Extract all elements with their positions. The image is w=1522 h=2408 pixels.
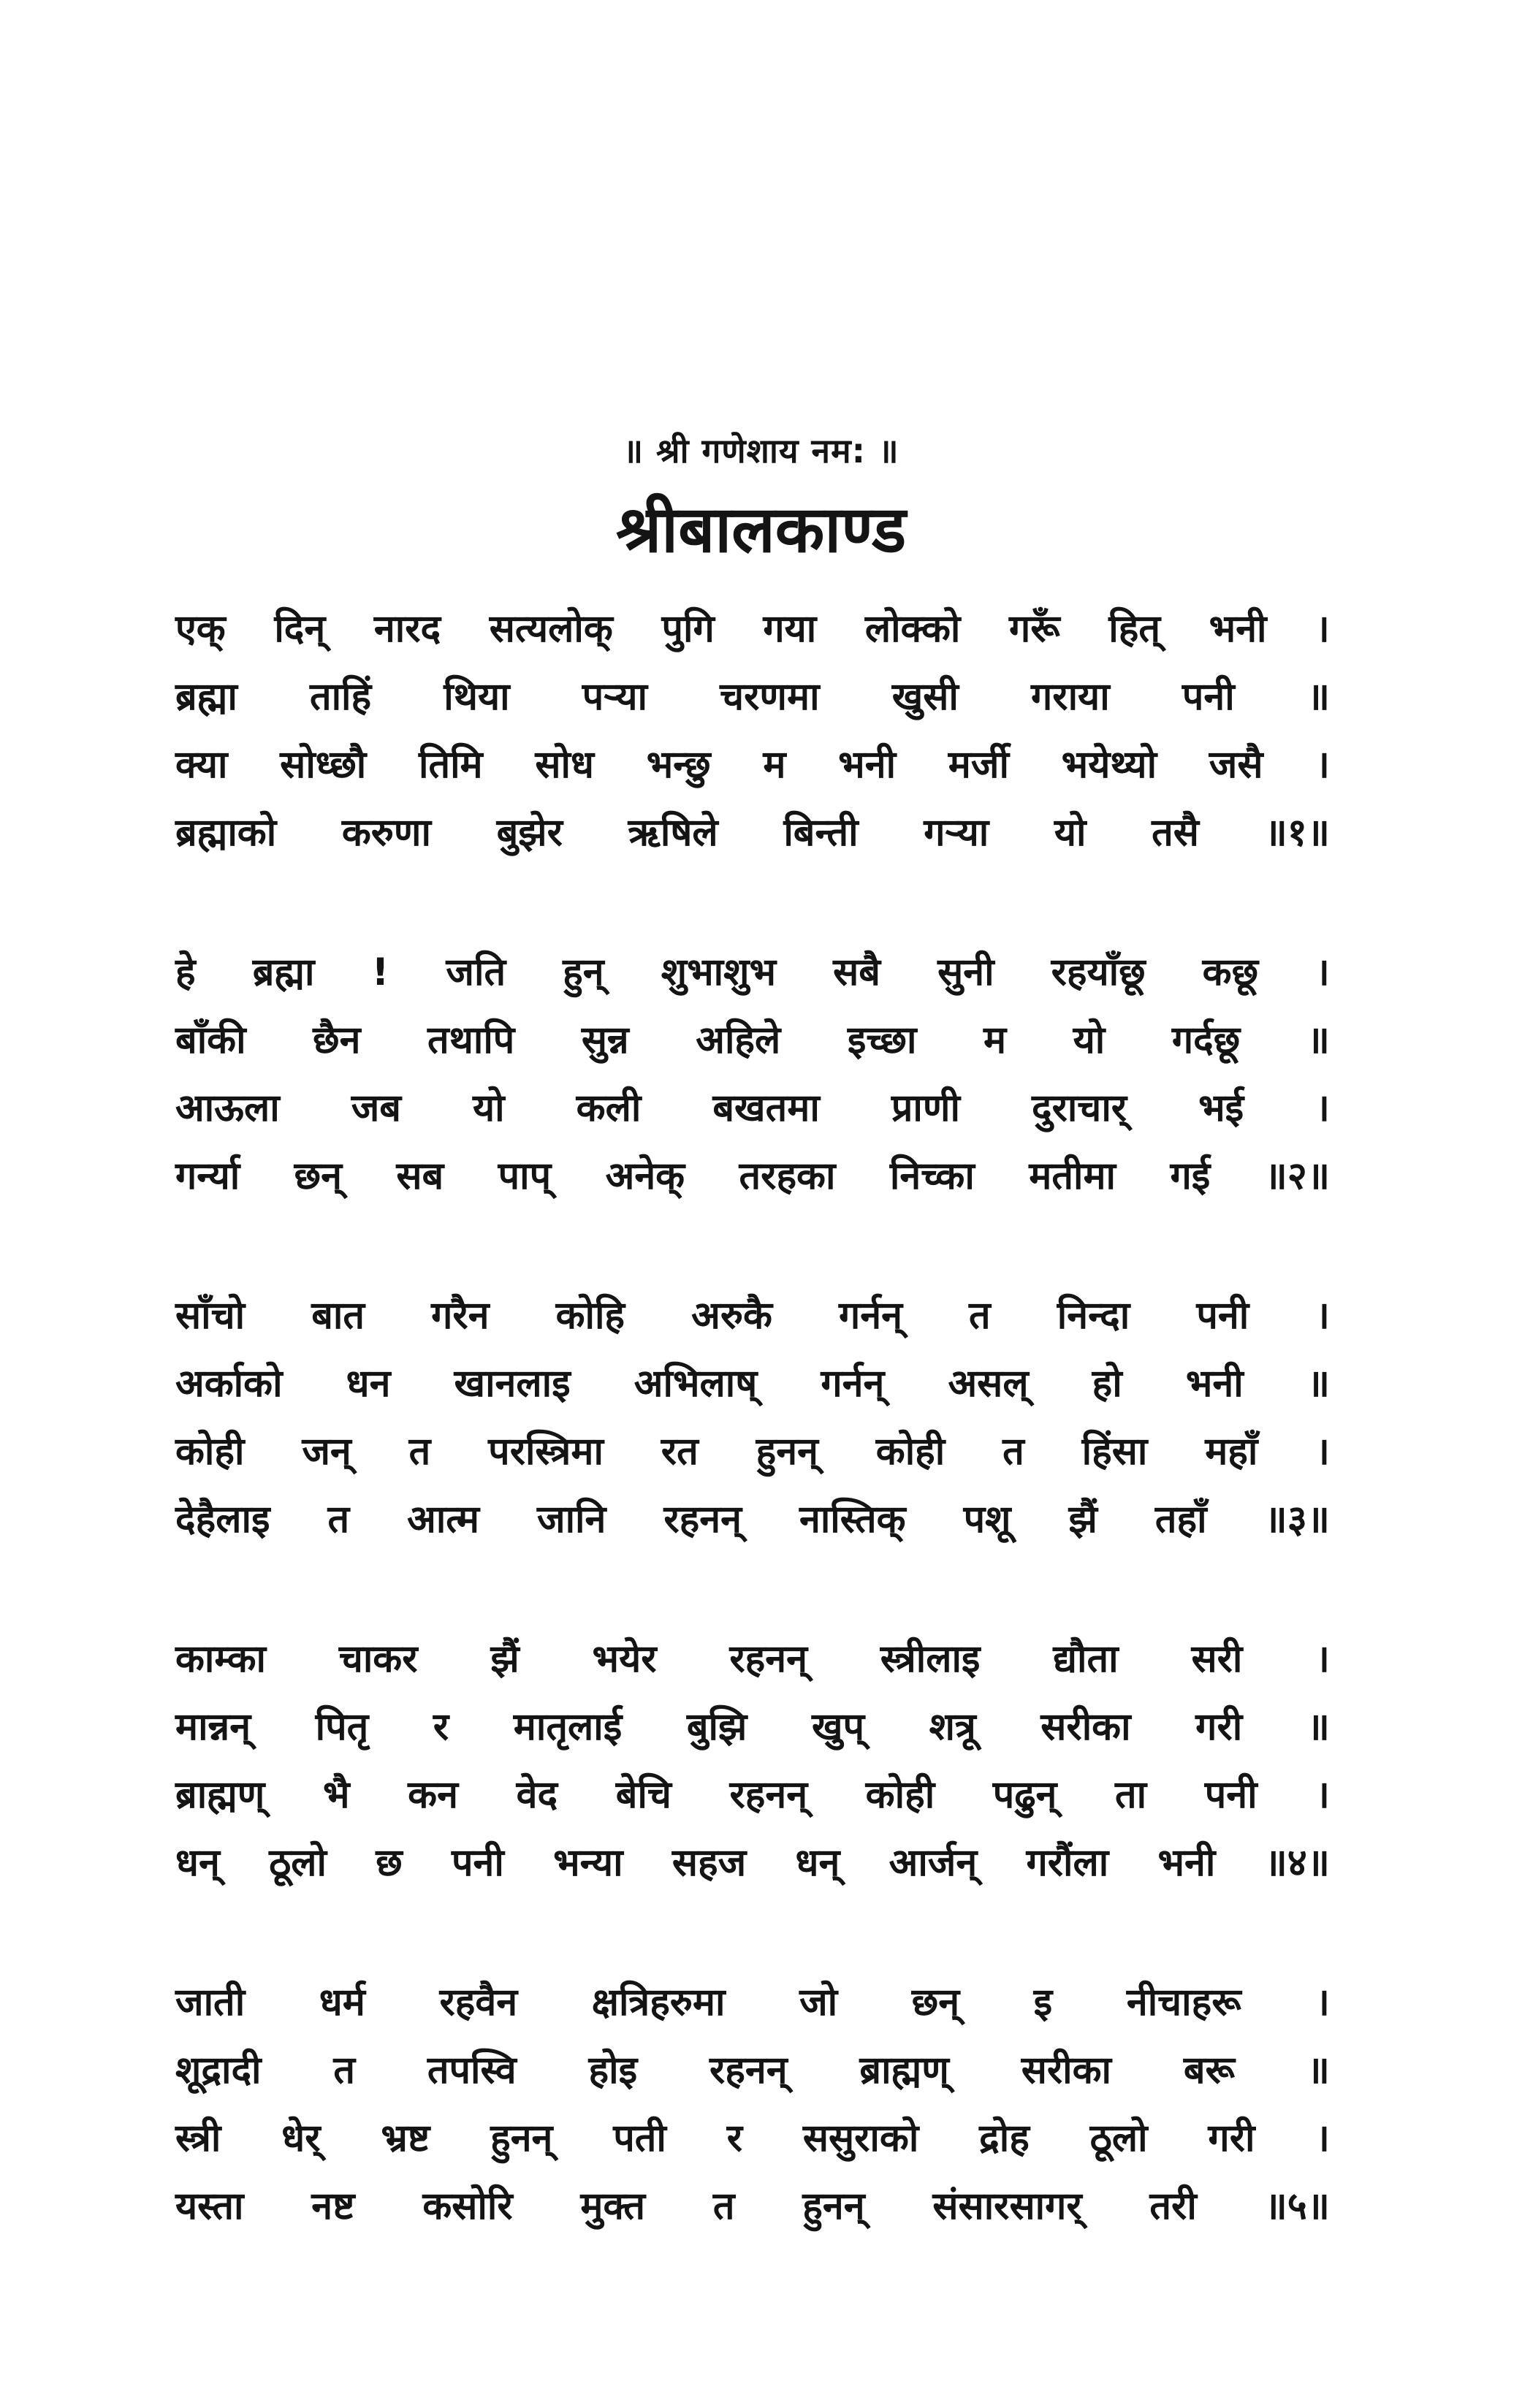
verse-word: प्राणी: [891, 1086, 960, 1130]
verse-word: हुनन्: [756, 1430, 818, 1474]
verse-word: कली: [576, 1086, 642, 1130]
verse-word: छैन: [313, 1018, 361, 1062]
verse-word: अर्काको: [175, 1362, 283, 1406]
stanza: [175, 1626, 1330, 1897]
verse-word: ॥२॥: [1264, 1154, 1330, 1198]
verse-word: सुनी: [937, 950, 994, 994]
verse-word: पऱ्या: [582, 675, 647, 719]
verse-word: भई: [1198, 1086, 1244, 1130]
verse-word: पनी: [451, 1841, 504, 1885]
verse-word: जानि: [536, 1498, 606, 1542]
verse-line: [175, 2037, 1330, 2105]
verse-word: ब्रह्मा: [175, 675, 237, 719]
verse-word: ताहिं: [309, 675, 372, 719]
verse-word: आत्म: [407, 1498, 479, 1542]
verse-word: द्रोह: [979, 2116, 1030, 2160]
verse-line: [175, 1969, 1330, 2037]
verse-word: भन्या: [553, 1841, 623, 1885]
verse-word: छ: [376, 1841, 403, 1885]
verse-word: ।: [1315, 607, 1330, 651]
verse-word: धर्म: [319, 1981, 365, 2024]
verse-word: ।: [1315, 950, 1330, 994]
verse-word: स्त्री: [175, 2116, 221, 2160]
verse-line: [175, 2173, 1330, 2241]
verse-word: नास्तिक्: [799, 1498, 906, 1542]
verse-word: ॥: [1306, 1705, 1330, 1749]
verse-word: भन्छु: [646, 743, 711, 787]
verse-word: रहनन्: [709, 2049, 788, 2092]
verse-word: दुराचार्: [1031, 1086, 1127, 1130]
verse-word: हिंसा: [1081, 1430, 1148, 1474]
verse-word: सरीका: [1040, 1705, 1131, 1749]
verse-word: म: [763, 743, 786, 787]
verse-word: ।: [1315, 743, 1330, 787]
verse-word: नष्ट: [311, 2184, 355, 2228]
verse-line: [175, 1075, 1330, 1143]
verse-word: कोही: [175, 1430, 245, 1474]
verse-word: ॥: [1306, 1018, 1330, 1062]
verse-line: [175, 1693, 1330, 1761]
verse-word: हुनन्: [802, 2184, 865, 2228]
verse-word: कोही: [875, 1430, 945, 1474]
verse-word: अनेक्: [605, 1154, 685, 1198]
verse-word: ।: [1315, 1294, 1330, 1338]
verse-word: तथापि: [427, 1018, 515, 1062]
verse-word: ॥४॥: [1264, 1841, 1330, 1885]
verse-word: तसै: [1152, 811, 1199, 855]
verse-word: झैं: [490, 1637, 520, 1681]
verse-word: अहिले: [696, 1018, 781, 1062]
verse-word: गरी: [1195, 1705, 1243, 1749]
verse-line: [175, 595, 1330, 663]
verse-word: गरैन: [431, 1294, 490, 1338]
verse-word: ॥: [1306, 1362, 1330, 1406]
verse-word: ॥५॥: [1264, 2184, 1330, 2228]
verse-word: हे: [175, 950, 196, 994]
verse-word: ससुराको: [802, 2116, 919, 2160]
verse-word: द्यौता: [1053, 1637, 1119, 1681]
verse-word: तरी: [1149, 2184, 1197, 2228]
verse-word: गर्नन्: [838, 1294, 902, 1338]
verse-word: जन्: [302, 1430, 351, 1474]
verse-word: ठूलो: [269, 1841, 327, 1885]
verse-word: भनी: [1209, 607, 1267, 651]
verse-line: [175, 799, 1330, 867]
verse-word: साँचो: [175, 1294, 246, 1338]
verse-word: ठूलो: [1089, 2116, 1148, 2160]
verse-word: ऋषिले: [628, 811, 718, 855]
verse-word: ॥: [1306, 675, 1330, 719]
verse-word: हुनन्: [490, 2116, 553, 2160]
verse-word: परस्त्रिमा: [488, 1430, 604, 1474]
verse-line: [175, 731, 1330, 799]
verse-word: यो: [473, 1086, 505, 1130]
verse-word: पनी: [1196, 1294, 1249, 1338]
verse-line: [175, 2105, 1330, 2173]
verse-word: मुक्त: [580, 2184, 646, 2228]
verse-word: खुसी: [891, 675, 959, 719]
verse-word: धेर्: [281, 2116, 321, 2160]
verse-line: [175, 1486, 1330, 1554]
verse-word: त: [712, 2184, 735, 2228]
verse-word: मतीमा: [1029, 1154, 1116, 1198]
verse-word: गरौंला: [1026, 1841, 1109, 1885]
verse-word: बुझि: [686, 1705, 747, 1749]
verse-word: धन्: [795, 1841, 840, 1885]
verse-word: शत्रू: [929, 1705, 976, 1749]
verse-line: [175, 1350, 1330, 1418]
verse-word: इच्छा: [847, 1018, 917, 1062]
verse-word: ॥३॥: [1264, 1498, 1330, 1542]
verse-word: रहनन्: [729, 1637, 807, 1681]
verse-word: बिन्ती: [783, 811, 859, 855]
verse-word: थिया: [444, 675, 510, 719]
verse-word: पनी: [1182, 675, 1235, 719]
verse-word: निन्दा: [1057, 1294, 1130, 1338]
verse-word: धन: [346, 1362, 391, 1406]
verse-word: अरुकै: [691, 1294, 772, 1338]
verse-word: हुन्: [563, 950, 604, 994]
chapter-title: श्रीबालकाण्ड: [615, 492, 907, 567]
verse-word: बखतमा: [712, 1086, 820, 1130]
verse-word: ब्रह्माको: [175, 811, 277, 855]
verse-word: हित्: [1108, 607, 1161, 651]
verse-word: त: [327, 1498, 350, 1542]
verse-word: सत्यलोक्: [489, 607, 613, 651]
verse-word: गराया: [1031, 675, 1110, 719]
verse-word: भनी: [1185, 1362, 1244, 1406]
verse-word: चरणमा: [720, 675, 820, 719]
verse-word: यो: [1073, 1018, 1106, 1062]
verse-word: बेचि: [615, 1773, 671, 1817]
verse-word: गर्न्या: [175, 1154, 240, 1198]
verse-word: ।: [1315, 2116, 1330, 2160]
verse-word: असल्: [948, 1362, 1029, 1406]
stanza: [175, 1969, 1330, 2241]
verse-line: [175, 663, 1330, 731]
verse-word: चाकर: [338, 1637, 418, 1681]
verse-word: ।: [1315, 1637, 1330, 1681]
verse-word: भयेर: [592, 1637, 657, 1681]
verse-word: काम्का: [175, 1637, 266, 1681]
verse-word: सबै: [833, 950, 880, 994]
verse-word: वेद: [516, 1773, 558, 1817]
verse-line: [175, 1761, 1330, 1829]
verse-word: धन्: [175, 1841, 220, 1885]
verse-word: लोक्को: [864, 607, 961, 651]
verse-word: स्त्रीलाइ: [880, 1637, 981, 1681]
verse-word: तरहका: [739, 1154, 836, 1198]
verse-word: भनी: [838, 743, 897, 787]
verse-word: पुगि: [661, 607, 715, 651]
verse-line: [175, 939, 1330, 1007]
verse-word: !: [371, 950, 389, 994]
verse-line: [175, 1007, 1330, 1075]
verse-word: सहज: [671, 1841, 747, 1885]
verse-word: सोध: [535, 743, 594, 787]
verse-word: ।: [1315, 1981, 1330, 2024]
verse-word: छन्: [294, 1154, 342, 1198]
stanza: [175, 595, 1330, 867]
verse-word: सब: [396, 1154, 444, 1198]
verse-line: [175, 1143, 1330, 1211]
verse-word: खानलाइ: [454, 1362, 571, 1406]
verse-word: पती: [613, 2116, 666, 2160]
verse-word: ता: [1115, 1773, 1147, 1817]
verse-word: आऊला: [175, 1086, 280, 1130]
verse-word: कन: [408, 1773, 458, 1817]
verse-word: गरी: [1208, 2116, 1255, 2160]
verse-word: ॥१॥: [1264, 811, 1330, 855]
verse-word: ब्राह्मण्: [175, 1773, 265, 1817]
verse-word: जाती: [175, 1981, 246, 2024]
verse-word: ।: [1315, 1773, 1330, 1817]
stanza: [175, 1282, 1330, 1554]
verse-word: होइ: [588, 2049, 638, 2092]
verse-word: गया: [763, 607, 817, 651]
verse-word: त: [333, 2049, 356, 2092]
invocation-line: ॥ श्री गणेशाय नम: ॥: [623, 431, 899, 470]
verse-word: गई: [1170, 1154, 1211, 1198]
verse-word: गर्नन्: [821, 1362, 885, 1406]
verse-word: नारद: [373, 607, 441, 651]
verse-word: र: [726, 2116, 743, 2160]
verse-word: कसोरि: [422, 2184, 513, 2228]
verse-word: दिन्: [274, 607, 326, 651]
verse-word: कोही: [865, 1773, 935, 1817]
verse-word: मर्जी: [948, 743, 1009, 787]
verse-word: गरूँ: [1008, 607, 1060, 651]
verse-word: तहाँ: [1154, 1498, 1207, 1542]
verse-word: ॥: [1306, 2049, 1330, 2092]
verse-word: रत: [661, 1430, 699, 1474]
verse-word: म: [983, 1018, 1007, 1062]
verse-word: ब्राह्मण्: [859, 2049, 949, 2092]
verse-word: करुणा: [341, 811, 431, 855]
verse-word: त: [1002, 1430, 1024, 1474]
verse-word: रहवैन: [439, 1981, 518, 2024]
verse-word: ।: [1315, 1430, 1330, 1474]
verse-word: देहैलाइ: [175, 1498, 270, 1542]
verse-word: जति: [446, 950, 506, 994]
verse-word: त: [408, 1430, 431, 1474]
verse-word: महाँ: [1205, 1430, 1258, 1474]
verse-word: छन्: [911, 1981, 960, 2024]
verse-word: सरी: [1191, 1637, 1243, 1681]
verse-word: ब्रह्मा: [252, 950, 315, 994]
verse-word: पाप्: [498, 1154, 552, 1198]
verse-word: आर्जन्: [889, 1841, 978, 1885]
verse-word: संसारसागर्: [932, 2184, 1082, 2228]
verse-word: भयेथ्यो: [1061, 743, 1157, 787]
verse-word: जो: [799, 1981, 838, 2024]
verse-word: कछू: [1202, 950, 1259, 994]
verse-word: क्षत्रिहरुमा: [591, 1981, 726, 2024]
verse-word: सोध्छौ: [280, 743, 367, 787]
verse-word: क्या: [175, 743, 228, 787]
verse-word: भ्रष्ट: [381, 2116, 430, 2160]
verse-word: जब: [351, 1086, 401, 1130]
verse-line: [175, 1626, 1330, 1693]
verse-word: रहनन्: [729, 1773, 808, 1817]
verse-word: जसै: [1209, 743, 1263, 787]
verse-word: पशू: [963, 1498, 1011, 1542]
stanza: [175, 939, 1330, 1211]
verse-word: कोहि: [555, 1294, 625, 1338]
verse-word: तपस्वि: [427, 2049, 517, 2092]
verse-word: बात: [311, 1294, 365, 1338]
verse-word: रहनन्: [663, 1498, 742, 1542]
verse-word: शुभाशुभ: [661, 950, 777, 994]
verse-word: ।: [1315, 1086, 1330, 1130]
verse-word: बरू: [1183, 2049, 1235, 2092]
verse-word: बाँकी: [175, 1018, 246, 1062]
verse-word: सरीका: [1021, 2049, 1111, 2092]
verse-word: पनी: [1204, 1773, 1257, 1817]
verse-word: यो: [1054, 811, 1087, 855]
verse-word: खुप्: [811, 1705, 865, 1749]
verse-word: गर्दछू: [1171, 1018, 1241, 1062]
verse-word: मान्नन्: [175, 1705, 251, 1749]
verse-word: र: [433, 1705, 449, 1749]
verse-word: त: [969, 1294, 991, 1338]
verse-word: एक्: [175, 607, 226, 651]
verse-word: झैं: [1068, 1498, 1097, 1542]
verse-word: भनी: [1157, 1841, 1216, 1885]
verse-word: नीचाहरू: [1126, 1981, 1241, 2024]
verse-word: रहयाँछू: [1051, 950, 1146, 994]
verse-word: तिमि: [418, 743, 483, 787]
verse-line: [175, 1829, 1330, 1897]
verse-word: पढुन्: [992, 1773, 1057, 1817]
verse-word: गऱ्या: [924, 811, 989, 855]
verse-word: शूद्रादी: [175, 2049, 262, 2092]
verse-word: हो: [1092, 1362, 1122, 1406]
verse-word: अभिलाष्: [633, 1362, 758, 1406]
verse-word: भै: [323, 1773, 350, 1817]
verse-word: यस्ता: [175, 2184, 244, 2228]
verse-word: निच्का: [889, 1154, 975, 1198]
verse-word: सुन्न: [581, 1018, 629, 1062]
verse-word: बुझेर: [496, 811, 563, 855]
verse-line: [175, 1282, 1330, 1350]
verse-line: [175, 1418, 1330, 1486]
verse-word: इ: [1033, 1981, 1053, 2024]
verse-word: पितृ: [315, 1705, 369, 1749]
verse-body: [175, 595, 1330, 2312]
verse-word: मातृलाई: [513, 1705, 623, 1749]
